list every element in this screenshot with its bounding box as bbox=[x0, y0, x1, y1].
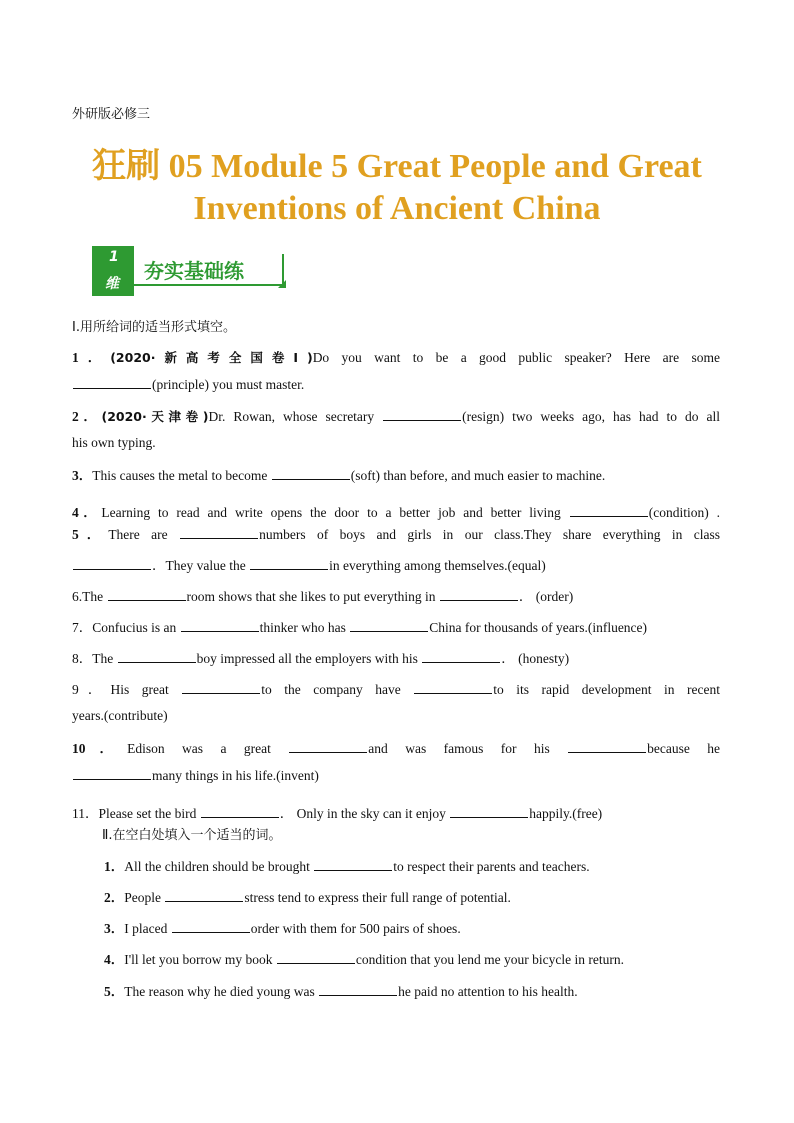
textbook-label: 外研版必修三 bbox=[72, 107, 151, 122]
level-char: 维 bbox=[105, 276, 119, 292]
answer-blank[interactable] bbox=[181, 619, 259, 632]
section-banner bbox=[134, 254, 284, 286]
answer-blank[interactable] bbox=[73, 376, 151, 389]
question-5-line1: 5．There are numbers of boys and girls in our class.They share everything in class bbox=[72, 527, 721, 542]
answer-blank[interactable] bbox=[450, 805, 528, 818]
question-4: 4．Learning to read and write opens the door to a better job and better living (condition) . bbox=[72, 505, 721, 520]
answer-blank[interactable] bbox=[383, 408, 461, 421]
answer-blank[interactable] bbox=[289, 740, 367, 753]
section2-item-1: 1．All the children should be brought to respect their parents and teachers. bbox=[104, 859, 590, 874]
section2-item-5: 5．The reason why he died young was he paid no attention to his health. bbox=[104, 984, 578, 999]
answer-blank[interactable] bbox=[250, 557, 328, 570]
question-7: 7．Confucius is an thinker who has China for thousands of years.(influence) bbox=[72, 620, 648, 635]
answer-blank[interactable] bbox=[180, 526, 258, 539]
answer-blank[interactable] bbox=[440, 588, 518, 601]
banner-corner-icon bbox=[278, 280, 286, 288]
question-10-line1: 10．Edison was a great and was famous for his because he bbox=[72, 741, 721, 756]
level-number: 1 bbox=[109, 249, 119, 265]
question-2-line2: his own typing. bbox=[72, 435, 156, 450]
answer-blank[interactable] bbox=[182, 681, 260, 694]
question-1-line1: 1．(2020·新高考全国卷Ⅰ)Do you want to be a good public speaker? Here are some bbox=[72, 350, 720, 365]
level-badge bbox=[92, 246, 134, 296]
section2-item-2: 2．People stress tend to express their full range of potential. bbox=[104, 890, 511, 905]
answer-blank[interactable] bbox=[201, 805, 279, 818]
answer-blank[interactable] bbox=[118, 650, 196, 663]
answer-blank[interactable] bbox=[277, 951, 355, 964]
question-9-line2: years.(contribute) bbox=[72, 708, 168, 723]
answer-blank[interactable] bbox=[73, 557, 151, 570]
answer-blank[interactable] bbox=[568, 740, 646, 753]
answer-blank[interactable] bbox=[272, 467, 350, 480]
question-1-line2: (principle) you must master. bbox=[72, 376, 304, 393]
page-title-line2: Inventions of Ancient China bbox=[193, 190, 601, 227]
question-6: 6.The room shows that she likes to put everything in ． (order) bbox=[72, 589, 574, 604]
banner-text: 夯实基础练 bbox=[144, 259, 244, 283]
answer-blank[interactable] bbox=[422, 650, 500, 663]
answer-blank[interactable] bbox=[414, 681, 492, 694]
answer-blank[interactable] bbox=[108, 588, 186, 601]
question-5-line2: ．They value the in everything among themselves.(equal) bbox=[72, 554, 546, 574]
question-11: 11．Please set the bird ． Only in the sky can it enjoy happily.(free) bbox=[72, 806, 603, 821]
answer-blank[interactable] bbox=[314, 858, 392, 871]
question-9-line1: 9．His great to the company have to its rapid development in recent bbox=[72, 682, 721, 697]
answer-blank[interactable] bbox=[172, 920, 250, 933]
section1-heading: I.用所给词的适当形式填空。 bbox=[72, 320, 236, 335]
section2-item-4: 4．I'll let you borrow my book condition that you lend me your bicycle in return. bbox=[104, 952, 624, 967]
question-8: 8．The boy impressed all the employers with his ． (honesty) bbox=[72, 651, 570, 666]
answer-blank[interactable] bbox=[73, 767, 151, 780]
question-10-line2: many things in his life.(invent) bbox=[72, 767, 319, 784]
section2-heading: Ⅱ.在空白处填入一个适当的词。 bbox=[102, 828, 282, 843]
page-title-line1: 狂刷 05 Module 5 Great People and Great bbox=[92, 148, 702, 185]
question-3: 3．This causes the metal to become (soft) than before, and much easier to machine. bbox=[72, 468, 606, 483]
answer-blank[interactable] bbox=[319, 983, 397, 996]
answer-blank[interactable] bbox=[570, 504, 648, 517]
answer-blank[interactable] bbox=[350, 619, 428, 632]
section2-item-3: 3．I placed order with them for 500 pairs of shoes. bbox=[104, 921, 461, 936]
question-2-line1: 2．(2020·天津卷)Dr. Rowan, whose secretary (resign) two weeks ago, has had to do all bbox=[72, 409, 720, 424]
answer-blank[interactable] bbox=[165, 889, 243, 902]
